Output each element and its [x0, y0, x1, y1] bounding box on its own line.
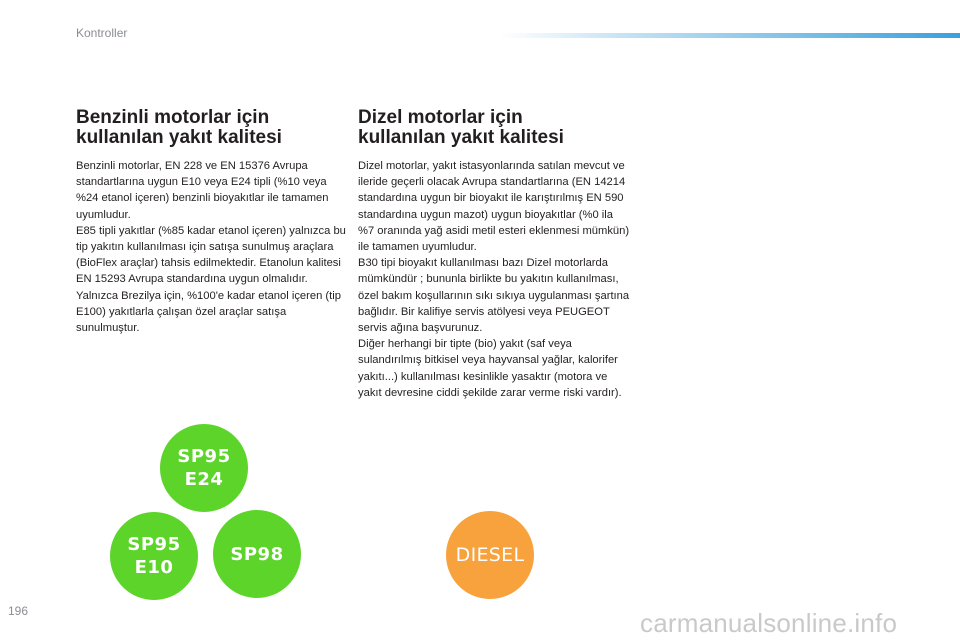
- sp95-e10-label-line2: E10: [134, 557, 174, 578]
- sp98-fuel-label: [213, 510, 301, 598]
- diesel-fuel-body: Dizel motorlar, yakıt istasyonlarında satılan mevcut ve ileride geçerli olacak Avrupa standartlarına (EN 14214 standardına uygun bir bioyakıt ile karıştırılmış EN 590 standardına uygun mazot) uygun bioyakıtlar (%0 ila %7 oranında yağ asidi metil esteri eklenmesi mümkün) ile tamamen uyumludur. B30 tipi bioyakıt kullanılması bazı Dizel motorlarda mümkündür ; bununla birlikte bu yakıtın kullanılması, özel bakım koşullarının sıkı sıkıya uygulanması şartına bağlıdır. Bir kalifiye servis atölyesi veya PEUGEOT servis ağına başvurunuz. Diğer herhangi bir tipte (bio) yakıt (saf veya sulandırılmış bitkisel veya hayvansal yağlar, kalorifer yakıtı...) kullanılması kesinlikle yasaktır (motora ve yakıt devresine ciddi şekilde zarar verme riski vardır).: [358, 160, 630, 399]
- page-number: 196: [8, 604, 29, 618]
- petrol-fuel-heading: [76, 108, 346, 148]
- sp95-e10-label-line1: SP95: [127, 534, 181, 555]
- petrol-fuel-section: [76, 108, 346, 336]
- sp98-label-line1: SP98: [230, 543, 284, 565]
- petrol-heading-line2: kullanılan yakıt kalitesi: [76, 127, 282, 148]
- diesel-fuel-label: [446, 511, 534, 599]
- diesel-heading-line2: kullanılan yakıt kalitesi: [358, 127, 564, 148]
- header-accent-line: [500, 33, 960, 38]
- diesel-label-line1: DIESEL: [455, 543, 525, 566]
- sp95-e24-label-line2: E24: [184, 469, 224, 490]
- petrol-fuel-body: Benzinli motorlar, EN 228 ve EN 15376 Avrupa standartlarına uygun E10 veya E24 tipli (%10 veya %24 etanol içeren) benzinli bioyakıtlar ile tamamen uyumludur. E85 tipli yakıtlar (%85 kadar etanol içeren) yalnızca bu tip yakıtın kullanılması için satışa sunulmuş araçlara (BioFlex araçlar) tahsis edilmektedir. Etanolun kalitesi EN 15293 Avrupa standardına uygun olmalıdır. Yalnızca Brezilya için, %100'e kadar etanol içeren (tip E100) yakıtlarla çalışan özel araçlar satışa sunulmuştur.: [76, 160, 346, 335]
- sp95-e24-fuel-label: [160, 424, 248, 512]
- diesel-fuel-heading: [358, 108, 630, 148]
- diesel-heading-line1: Dizel motorlar için: [358, 107, 523, 128]
- sp95-e10-fuel-label: [110, 512, 198, 600]
- section-header-title: Kontroller: [76, 26, 128, 40]
- sp95-e24-label-line1: SP95: [177, 446, 231, 467]
- watermark-text: carmanualsonline.info: [640, 608, 898, 638]
- diesel-fuel-section: [358, 108, 630, 401]
- petrol-heading-line1: Benzinli motorlar için: [76, 107, 270, 128]
